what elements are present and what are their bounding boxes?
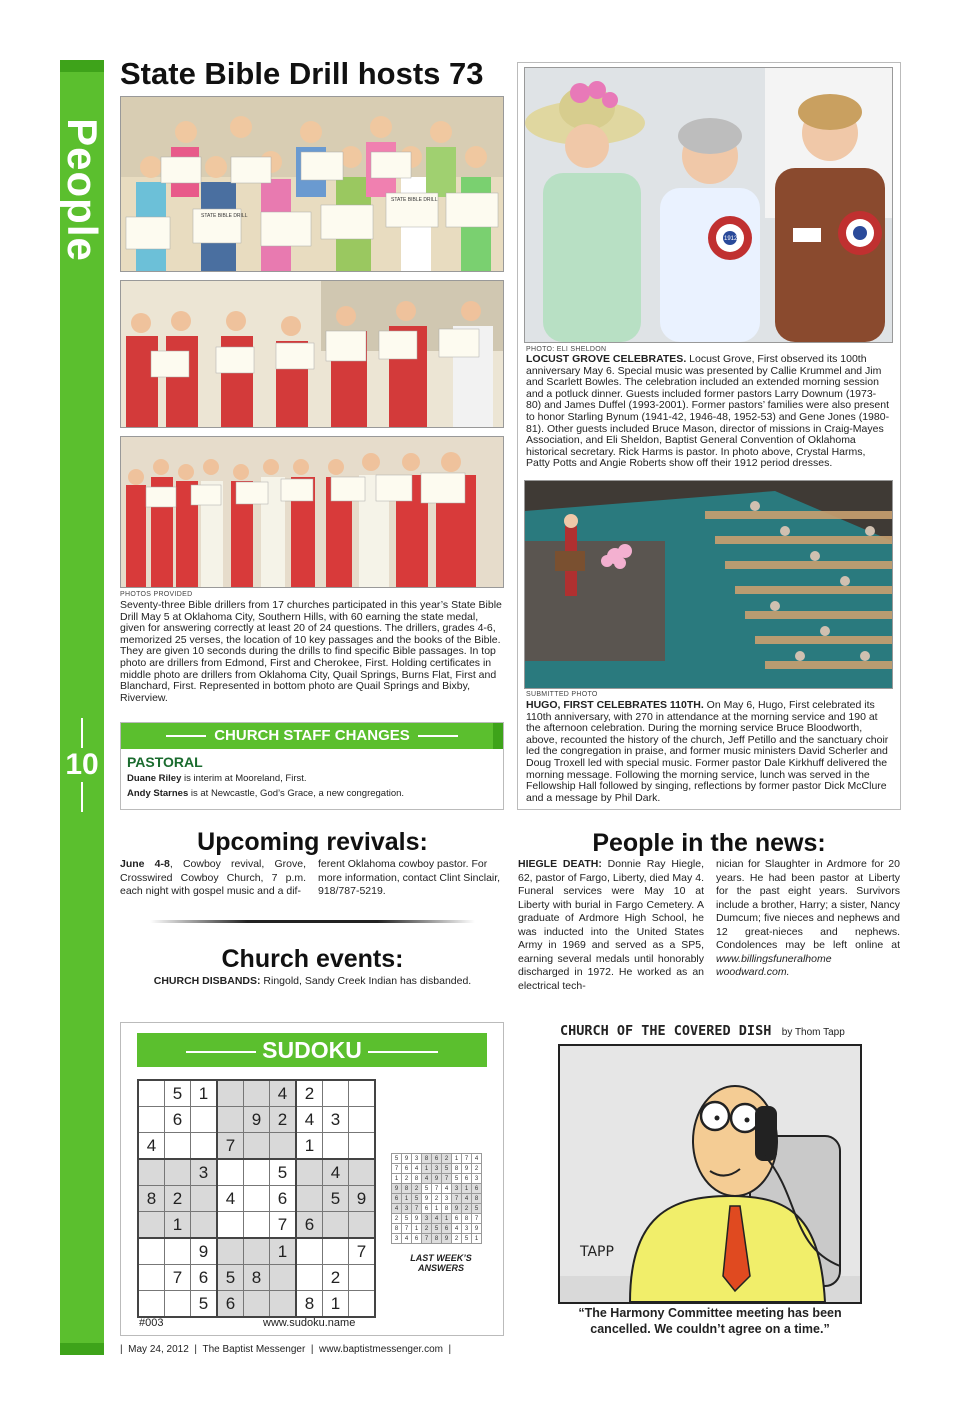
sudoku-cell[interactable]: 7: [270, 1212, 297, 1239]
sudoku-cell[interactable]: 3: [323, 1107, 349, 1133]
sudoku-cell[interactable]: 5: [323, 1186, 349, 1212]
sudoku-answer-cell: 1: [392, 1174, 402, 1184]
sudoku-cell[interactable]: 6: [191, 1265, 218, 1291]
staff-entry: Duane Riley is interim at Mooreland, First.: [127, 773, 307, 784]
bible-drill-photo-credit: PHOTOS PROVIDED: [120, 591, 193, 598]
sudoku-cell[interactable]: 9: [244, 1107, 270, 1133]
right-column-frame: [517, 62, 901, 810]
sudoku-answer-cell: 6: [452, 1214, 462, 1224]
svg-text:TAPP: TAPP: [580, 1244, 614, 1260]
sudoku-answer-cell: 1: [402, 1194, 412, 1204]
sudoku-cell[interactable]: 8: [138, 1186, 165, 1212]
sudoku-answer-cell: 4: [392, 1204, 402, 1214]
sudoku-cell[interactable]: [217, 1080, 244, 1107]
section-sidebar: [60, 60, 104, 1355]
sudoku-answer-cell: 6: [462, 1174, 472, 1184]
sudoku-cell[interactable]: 1: [191, 1080, 218, 1107]
sudoku-answer-cell: 8: [472, 1194, 482, 1204]
sudoku-answer-cell: 7: [402, 1224, 412, 1234]
sudoku-answer-cell: 8: [412, 1174, 422, 1184]
news-headline: People in the news:: [592, 829, 826, 857]
sudoku-answer-cell: 5: [392, 1154, 402, 1164]
sudoku-answer-cell: 8: [442, 1204, 452, 1214]
sudoku-puzzle-id: #003: [139, 1317, 164, 1329]
sudoku-cell[interactable]: [165, 1133, 191, 1160]
sudoku-cell[interactable]: [349, 1133, 376, 1160]
sudoku-cell[interactable]: [244, 1238, 270, 1265]
sudoku-answer-cell: 8: [452, 1164, 462, 1174]
sudoku-site: www.sudoku.name: [263, 1317, 356, 1329]
sudoku-answer-cell: 3: [452, 1184, 462, 1194]
cartoon-caption: “The Harmony Committee meeting has been cancelled. We couldn’t agree on a time.”: [578, 1306, 842, 1336]
sudoku-cell[interactable]: [165, 1291, 191, 1318]
sudoku-cell[interactable]: [244, 1212, 270, 1239]
sudoku-cell[interactable]: 5: [191, 1291, 218, 1318]
cartoon-panel: [558, 1044, 862, 1304]
sudoku-cell[interactable]: 2: [165, 1186, 191, 1212]
sudoku-answer-cell: 7: [452, 1194, 462, 1204]
news-col-1: HIEGLE DEATH: Donnie Ray Hiegle, 62, pastor of Fargo, Liberty, died May 4. Funeral services were May 10 at Liberty with burial in Fargo Cemetery. A graduate of Ardmore High School, he was inducted into the United States Army in 1969 and served as a SP5, earning several medals until honorably discharged in 1972. He worked as an electrical tech-: [518, 858, 704, 992]
sudoku-answer-cell: 5: [412, 1194, 422, 1204]
sudoku-grid[interactable]: [137, 1079, 376, 1318]
sudoku-answer-cell: 9: [402, 1154, 412, 1164]
sudoku-header: [137, 1033, 487, 1067]
revivals-headline: Upcoming revivals:: [197, 828, 428, 856]
news-link[interactable]: www.billingsfuneralhome woodward.com.: [716, 952, 832, 978]
sudoku-cell[interactable]: [270, 1291, 297, 1318]
sudoku-cell[interactable]: [323, 1238, 349, 1265]
staff-entry: Andy Starnes is at Newcastle, God’s Grace, a new congregation.: [127, 788, 405, 799]
sudoku-answer-cell: 7: [442, 1174, 452, 1184]
sudoku-cell[interactable]: [296, 1186, 323, 1212]
sudoku-cell[interactable]: 4: [217, 1186, 244, 1212]
sudoku-cell[interactable]: [349, 1291, 376, 1318]
sudoku-cell[interactable]: [244, 1133, 270, 1160]
sudoku-answer-cell: 8: [422, 1154, 432, 1164]
sudoku-answer-cell: 2: [442, 1154, 452, 1164]
revivals-col-2: ferent Oklahoma cowboy pastor. For more information, contact Clint Sinclair, 918/787-5219.: [318, 858, 501, 897]
sudoku-cell[interactable]: [244, 1080, 270, 1107]
sudoku-cell[interactable]: [244, 1186, 270, 1212]
sudoku-answer-cell: 2: [432, 1194, 442, 1204]
sudoku-answer-cell: 4: [472, 1154, 482, 1164]
sudoku-answer-cell: 4: [442, 1184, 452, 1194]
sudoku-cell[interactable]: [270, 1265, 297, 1291]
sudoku-answer-cell: 7: [392, 1164, 402, 1174]
sudoku-cell[interactable]: 7: [349, 1238, 376, 1265]
sudoku-answer-cell: 7: [462, 1154, 472, 1164]
sudoku-cell[interactable]: 4: [323, 1159, 349, 1186]
staff-changes-title: CHURCH STAFF CHANGES: [214, 727, 410, 744]
sudoku-cell[interactable]: [217, 1238, 244, 1265]
sudoku-cell[interactable]: 6: [270, 1186, 297, 1212]
sudoku-answer-cell: 3: [462, 1224, 472, 1234]
cartoon-byline: by Thom Tapp: [781, 1027, 845, 1038]
hugo-lead: HUGO, FIRST CELEBRATES 110TH.: [526, 699, 704, 711]
locust-grove-photo-credit: PHOTO: ELI SHELDON: [526, 346, 607, 353]
sudoku-answer-cell: 2: [472, 1164, 482, 1174]
sudoku-answer-cell: 2: [452, 1234, 462, 1244]
page-number: 10: [60, 718, 104, 812]
sudoku-answer-cell: 4: [452, 1224, 462, 1234]
divider: [150, 920, 475, 923]
sudoku-answer-cell: 9: [412, 1214, 422, 1224]
news-col-2: nician for Slaughter in Ardmore for 20 years. He had been pastor at Liberty for the past eight years. Survivors include a brother, Harry; a sister, Nancy Dumcum; five nieces and nephews and 12 great-nieces and nephews. Condolences may be left online at www.billingsfuneralhome woodward.com.: [716, 858, 900, 978]
sudoku-cell[interactable]: [296, 1238, 323, 1265]
revivals-col-1: June 4-8, Cowboy revival, Grove, Crosswired Cowboy Church, 7 p.m. each night with gospel music and a dif-: [120, 858, 306, 897]
sudoku-cell[interactable]: 8: [296, 1291, 323, 1318]
sudoku-cell[interactable]: [138, 1159, 165, 1186]
sudoku-answer-cell: 9: [422, 1194, 432, 1204]
hugo-caption-text: On May 6, Hugo, First celebrated its 110th anniversary, with 270 in attendance at the morning service and 190 at the afternoon celebration. During the morning service Bruce Bloodworth, above, recounted the history of the church, Jeff Petillo and the sanctuary choir led the congregation in praise, and former music ministers David Scherler and Doug Troxell led with special music. Former pastor Dale Kirkhuff delivered the morning message. Following the morning service, lunch was served in the Fellowship Hall followed by singing, reflections by former pastor Dick McClure and a message by Phil Dark.: [526, 699, 889, 804]
sudoku-answer-cell: 5: [472, 1204, 482, 1214]
sudoku-answer-cell: 2: [392, 1214, 402, 1224]
sudoku-cell[interactable]: [165, 1159, 191, 1186]
events-lead: CHURCH DISBANDS:: [153, 975, 261, 987]
sudoku-answer-cell: 4: [432, 1214, 442, 1224]
sudoku-answer-cell: 8: [432, 1234, 442, 1244]
section-label: People: [59, 118, 106, 262]
sudoku-answer-cell: 3: [432, 1164, 442, 1174]
sudoku-answer-cell: 9: [392, 1184, 402, 1194]
sudoku-cell[interactable]: [217, 1107, 244, 1133]
sudoku-answer-cell: 1: [412, 1224, 422, 1234]
sudoku-cell[interactable]: 4: [270, 1080, 297, 1107]
sudoku-cell[interactable]: [138, 1265, 165, 1291]
sudoku-answer-cell: 6: [422, 1204, 432, 1214]
sudoku-cell[interactable]: [244, 1291, 270, 1318]
sudoku-answer-cell: 9: [462, 1164, 472, 1174]
revivals-lead: June 4-8: [120, 858, 170, 870]
sudoku-cell[interactable]: [323, 1080, 349, 1107]
sudoku-answer-cell: 5: [422, 1184, 432, 1194]
footer: | May 24, 2012 | The Baptist Messenger | www.baptistmessenger.com |: [120, 1344, 452, 1355]
sudoku-cell[interactable]: 9: [191, 1238, 218, 1265]
sudoku-answer-cell: 2: [402, 1174, 412, 1184]
bible-drill-photo-top: [120, 96, 504, 272]
sudoku-answers-label: LAST WEEK’S ANSWERS: [410, 1253, 472, 1273]
staff-category: PASTORAL: [127, 754, 203, 770]
sudoku-cell[interactable]: 5: [270, 1159, 297, 1186]
sudoku-answer-cell: 7: [472, 1214, 482, 1224]
events-headline: Church events:: [221, 945, 404, 973]
sudoku-answer-cell: 1: [442, 1214, 452, 1224]
sudoku-cell[interactable]: [138, 1212, 165, 1239]
sudoku-answers-grid: [391, 1153, 482, 1244]
svg-text:STATE BIBLE DRILL: STATE BIBLE DRILL: [201, 213, 248, 219]
locust-grove-caption-text: Locust Grove, First observed its 100th anniversary May 6. Special music was presented by Callie Krummel and Jim and Scarlett Bowles. The celebration included an extended morning session and a potluck dinner. Guests included former pastors Larry Downum (1973-80) and James Duffel (1993-2001). Former pastors’ families were also present to honor Starling Bynum (1941-42, 1946-48, 1952-53) and Gene Jones (1980-81). Other guests included Bruce Mason, director of missions in Craig-Mayes Association, and Eli Sheldon, Baptist General Convention of Oklahoma historical secretary. Rick Harms is pastor. In photo above, Crystal Harms, Patty Potts and Angie Roberts show off their 1912 period dresses.: [526, 353, 890, 470]
news-lead: HIEGLE DEATH:: [518, 858, 602, 870]
sudoku-cell[interactable]: [323, 1212, 349, 1239]
sudoku-answer-cell: 5: [402, 1214, 412, 1224]
svg-text:1912: 1912: [724, 236, 738, 242]
bible-drill-photo-middle: [120, 280, 504, 428]
sudoku-answer-cell: 6: [472, 1184, 482, 1194]
sudoku-cell[interactable]: [191, 1133, 218, 1160]
sudoku-cell[interactable]: 5: [165, 1080, 191, 1107]
sudoku-cell[interactable]: 1: [296, 1133, 323, 1160]
sudoku-answer-cell: 1: [472, 1234, 482, 1244]
sudoku-cell[interactable]: [191, 1212, 218, 1239]
sudoku-answer-cell: 1: [452, 1154, 462, 1164]
sudoku-answer-cell: 9: [432, 1174, 442, 1184]
bible-drill-caption: Seventy-three Bible drillers from 17 churches participated in this year’s State Bible Drill May 5 at Oklahoma City, Southern Hills, with 60 earning the state medal, given for answering correctly at least 20 of 24 questions. The drillers, grades 4-6, memorized 25 verses, the location of 10 key passages and the books of the Bible. They are given 10 seconds during the drills to find specific Bible passages. In top photo are drillers from Edmond, First and Cherokee, First. Holding certificates in middle photo are drillers from Oklahoma City, Quail Springs, Burns Flat, First and Blanchard, First. Represented in bottom photo are Quail Springs and Bixby, Riverview.: [120, 599, 502, 704]
sudoku-cell[interactable]: 2: [323, 1265, 349, 1291]
sudoku-cell[interactable]: 2: [270, 1107, 297, 1133]
sudoku-answer-cell: 3: [402, 1204, 412, 1214]
svg-text:STATE BIBLE DRILL: STATE BIBLE DRILL: [391, 197, 438, 203]
sudoku-cell[interactable]: 1: [165, 1212, 191, 1239]
sudoku-cell[interactable]: [349, 1080, 376, 1107]
sudoku-cell[interactable]: [349, 1159, 376, 1186]
sudoku-cell[interactable]: [323, 1133, 349, 1160]
sudoku-cell[interactable]: 3: [191, 1159, 218, 1186]
sudoku-answer-cell: 5: [432, 1224, 442, 1234]
sudoku-cell[interactable]: 4: [296, 1107, 323, 1133]
staff-changes-box: [120, 722, 504, 810]
sudoku-cell[interactable]: [296, 1159, 323, 1186]
sudoku-cell[interactable]: 4: [138, 1133, 165, 1160]
sudoku-cell[interactable]: 7: [217, 1133, 244, 1160]
sudoku-answer-cell: 3: [442, 1194, 452, 1204]
sidebar-cap-bottom: [60, 1343, 104, 1355]
sudoku-cell[interactable]: 8: [244, 1265, 270, 1291]
sudoku-cell[interactable]: [349, 1265, 376, 1291]
sudoku-answer-cell: 8: [462, 1214, 472, 1224]
sudoku-answer-cell: 9: [452, 1204, 462, 1214]
sudoku-box: [120, 1022, 504, 1336]
sudoku-answer-cell: 5: [442, 1164, 452, 1174]
sudoku-answer-cell: 5: [452, 1174, 462, 1184]
sudoku-answer-cell: 3: [392, 1234, 402, 1244]
sudoku-answer-cell: 8: [392, 1224, 402, 1234]
sudoku-answer-cell: 3: [472, 1174, 482, 1184]
sudoku-cell[interactable]: [270, 1133, 297, 1160]
locust-grove-lead: LOCUST GROVE CELEBRATES.: [526, 353, 687, 365]
sudoku-cell[interactable]: [191, 1107, 218, 1133]
sudoku-cell[interactable]: [138, 1107, 165, 1133]
footer-website[interactable]: www.baptistmessenger.com: [319, 1344, 443, 1355]
sudoku-cell[interactable]: [217, 1212, 244, 1239]
sudoku-answer-cell: 4: [422, 1174, 432, 1184]
sudoku-cell[interactable]: 7: [165, 1265, 191, 1291]
sudoku-answer-cell: 2: [422, 1224, 432, 1234]
sudoku-answer-cell: 5: [462, 1234, 472, 1244]
sudoku-cell[interactable]: [165, 1238, 191, 1265]
footer-publication: The Baptist Messenger: [202, 1344, 306, 1355]
sudoku-cell[interactable]: [349, 1107, 376, 1133]
sudoku-cell[interactable]: 5: [217, 1265, 244, 1291]
hugo-photo-credit: SUBMITTED PHOTO: [526, 691, 598, 698]
sudoku-answer-cell: 1: [432, 1204, 442, 1214]
sudoku-answer-cell: 4: [412, 1164, 422, 1174]
sudoku-cell[interactable]: [217, 1159, 244, 1186]
sudoku-answer-cell: 8: [402, 1184, 412, 1194]
sudoku-cell[interactable]: 9: [349, 1186, 376, 1212]
sudoku-answer-cell: 1: [422, 1164, 432, 1174]
sudoku-cell[interactable]: [138, 1238, 165, 1265]
footer-date: May 24, 2012: [128, 1344, 189, 1355]
events-item: CHURCH DISBANDS: Ringold, Sandy Creek Indian has disbanded.: [153, 975, 472, 987]
sudoku-cell[interactable]: [138, 1291, 165, 1318]
sudoku-cell[interactable]: [349, 1212, 376, 1239]
bible-drill-photo-bottom: [120, 436, 504, 588]
cartoon-title-row: [560, 1022, 860, 1040]
sudoku-answer-cell: 6: [402, 1164, 412, 1174]
sudoku-answer-cell: 6: [392, 1194, 402, 1204]
sudoku-answer-cell: 3: [412, 1154, 422, 1164]
sudoku-answer-cell: 4: [462, 1194, 472, 1204]
sudoku-answer-cell: 6: [442, 1224, 452, 1234]
sudoku-answer-cell: 7: [422, 1234, 432, 1244]
sudoku-cell[interactable]: 1: [270, 1238, 297, 1265]
sudoku-answer-cell: 9: [472, 1224, 482, 1234]
sudoku-answer-cell: 3: [422, 1214, 432, 1224]
sudoku-cell[interactable]: 1: [323, 1291, 349, 1318]
sudoku-answer-cell: 2: [462, 1204, 472, 1214]
sudoku-answer-cell: 7: [412, 1204, 422, 1214]
sudoku-answer-cell: 7: [432, 1184, 442, 1194]
cartoon-title: CHURCH OF THE COVERED DISH: [560, 1023, 772, 1039]
sudoku-answer-cell: 6: [412, 1234, 422, 1244]
sidebar-cap: [60, 60, 104, 72]
bible-drill-headline: State Bible Drill hosts 73: [120, 56, 484, 91]
sudoku-answer-cell: 6: [432, 1154, 442, 1164]
sudoku-cell[interactable]: 6: [217, 1291, 244, 1318]
sudoku-title: SUDOKU: [262, 1037, 362, 1063]
sudoku-cell[interactable]: [244, 1159, 270, 1186]
sudoku-cell[interactable]: [138, 1080, 165, 1107]
sudoku-answer-cell: 2: [412, 1184, 422, 1194]
sudoku-cell[interactable]: 2: [296, 1080, 323, 1107]
sudoku-answer-cell: 1: [462, 1184, 472, 1194]
sudoku-cell[interactable]: 6: [296, 1212, 323, 1239]
sudoku-cell[interactable]: 6: [165, 1107, 191, 1133]
sudoku-answer-cell: 4: [402, 1234, 412, 1244]
sudoku-cell[interactable]: [191, 1186, 218, 1212]
sudoku-answer-cell: 9: [442, 1234, 452, 1244]
staff-changes-header: [121, 723, 503, 749]
sudoku-cell[interactable]: [296, 1265, 323, 1291]
